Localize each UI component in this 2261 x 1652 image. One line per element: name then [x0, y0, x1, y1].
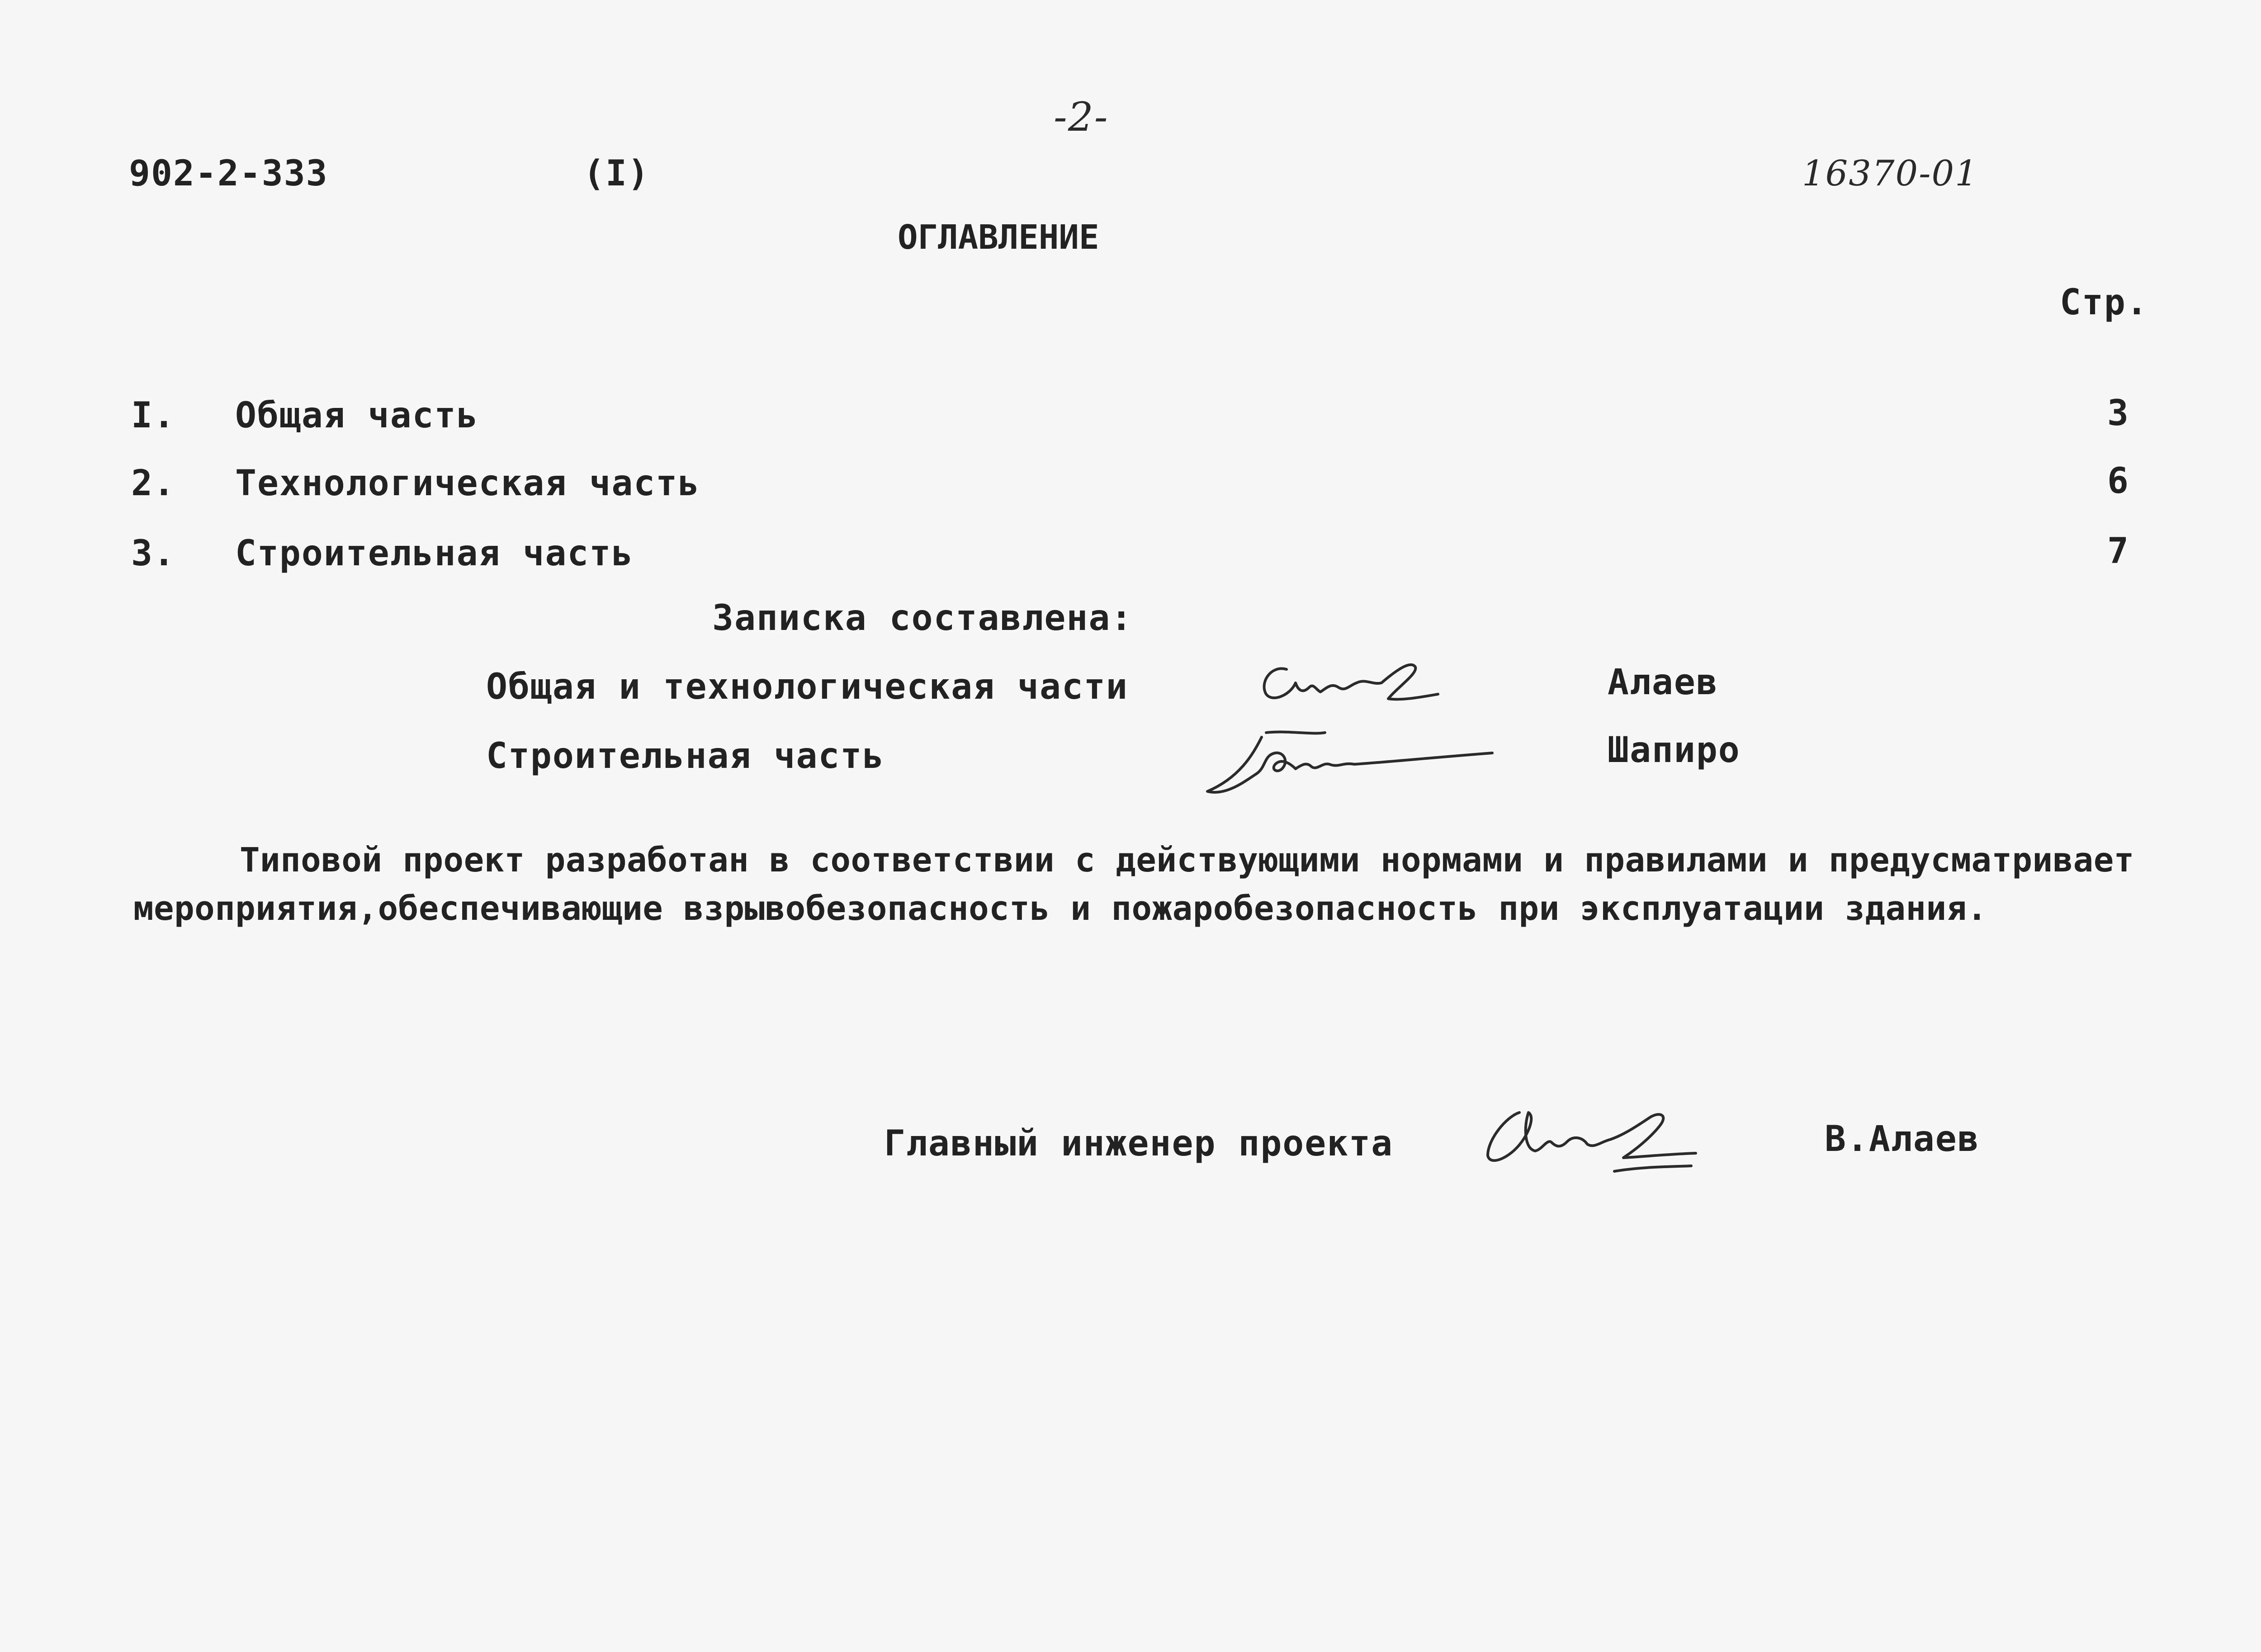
author-name: Алаев	[1608, 662, 1718, 703]
chief-engineer-name: В.Алаев	[1825, 1119, 1980, 1160]
toc-page-column-label: Стр.	[2060, 282, 2148, 323]
toc-item-page: 3	[2107, 393, 2129, 434]
toc-item-title: Строительная часть	[235, 533, 634, 574]
note-line: мероприятия,обеспечивающие взрывобезопасность и пожаробезопасность при эксплуатации здания.	[133, 889, 1987, 928]
signature-chief-engineer	[1479, 1099, 1714, 1185]
toc-item-title: Общая часть	[235, 395, 479, 436]
note-line: Типовой проект разработан в соответствии с действующими нормами и правилами и предусматривает	[240, 841, 2134, 880]
volume-number: (I)	[583, 153, 650, 194]
chief-engineer-title: Главный инженер проекта	[884, 1123, 1394, 1164]
toc-title: ОГЛАВЛЕНИЕ	[898, 218, 1099, 257]
toc-item-page: 6	[2107, 461, 2129, 502]
toc-item-number: 3.	[131, 533, 175, 574]
page-number: -2-	[1054, 94, 1109, 140]
authors-heading: Записка составлена:	[712, 598, 1133, 639]
archive-number: 16370-01	[1802, 153, 1978, 194]
author-section: Общая и технологическая части	[486, 667, 1128, 707]
document-code: 902-2-333	[129, 153, 328, 194]
signature-alaev	[1253, 651, 1452, 724]
toc-item-number: I.	[131, 395, 175, 436]
toc-item-number: 2.	[131, 463, 175, 504]
author-section: Строительная часть	[486, 736, 885, 776]
author-name: Шапиро	[1608, 730, 1741, 771]
toc-item-page: 7	[2107, 531, 2129, 572]
signature-shapiro	[1198, 719, 1501, 805]
toc-item-title: Технологическая часть	[235, 463, 700, 504]
